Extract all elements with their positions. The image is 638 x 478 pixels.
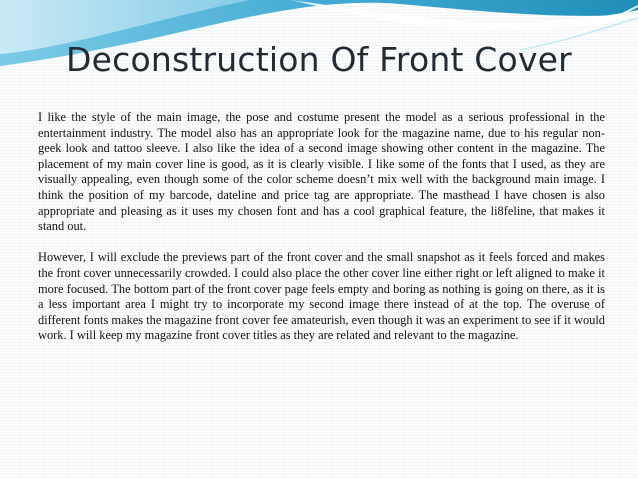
slide-title: Deconstruction Of Front Cover bbox=[66, 40, 572, 79]
body-paragraph: However, I will exclude the previews part of the front cover and the small snapshot as it feels forced and makes the front cover unnecessarily crowded. I could also place the other cover line either right or left aligned to make it more focused. The bottom part of the front cover page feels empty and boring as nothing is going on there, as it is a less important area I might try to incorporate my second image there instead of at the top. The overuse of different fonts makes the magazine front cover fee amateurish, even though it was an experiment to see if it would work. I will keep my magazine front cover titles as they are related and relevant to the magazine. bbox=[38, 250, 605, 343]
slide-body bbox=[38, 110, 605, 360]
body-paragraph: I like the style of the main image, the pose and costume present the model as a serious professional in the entertainment industry. The model also has an appropriate look for the magazine name, due to his regular non-geek look and tattoo sleeve. I also like the idea of a second image showing other content in the magazine. The placement of my main cover line is good, as it is clearly visible. I like some of the fonts that I used, as they are visually appealing, even though some of the color scheme doesn’t mix well with the background main image. I think the position of my barcode, dateline and price tag are appropriate. The masthead I have chosen is also appropriate and pleasing as it uses my chosen font and has a cool graphical feature, the li8feline, that makes it stand out. bbox=[38, 110, 605, 234]
